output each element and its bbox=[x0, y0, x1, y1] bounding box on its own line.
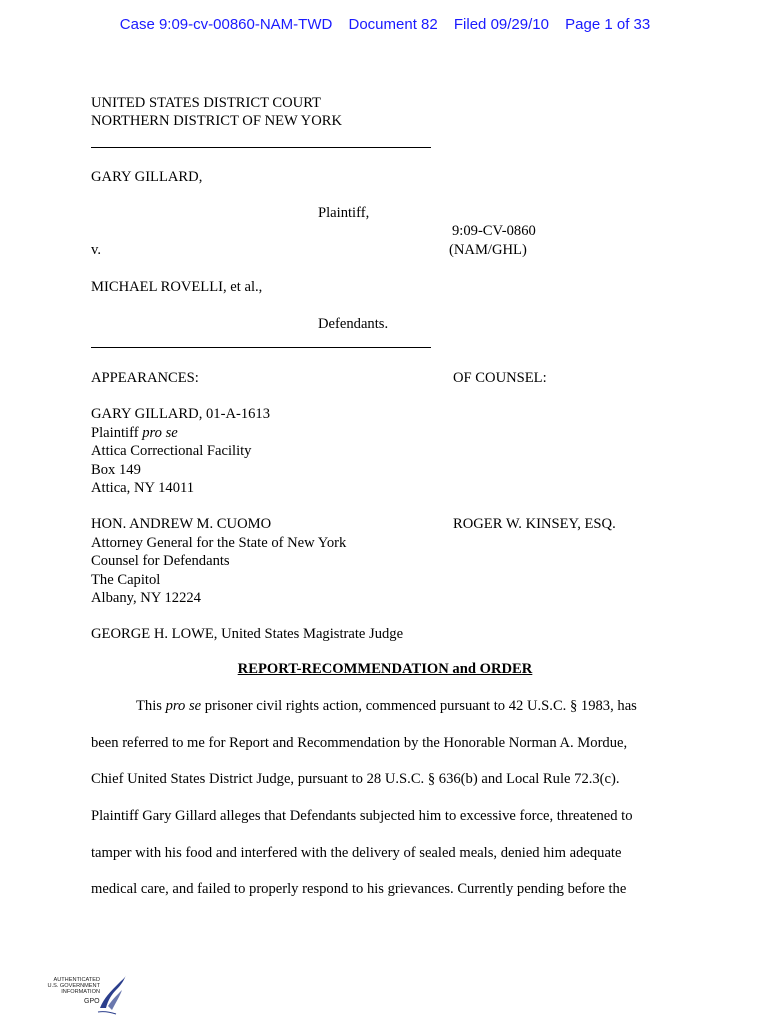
body-pro-se-italic: pro se bbox=[165, 698, 202, 714]
defendant-name: MICHAEL ROVELLI, et al., bbox=[91, 279, 263, 295]
pro-se-italic: pro se bbox=[142, 424, 178, 441]
seal-gpo: GPO bbox=[84, 998, 100, 1005]
court-name-line1: UNITED STATES DISTRICT COURT bbox=[91, 95, 321, 111]
versus: v. bbox=[91, 242, 101, 258]
plaintiff-role bbox=[91, 424, 270, 443]
body-line-6: medical care, and failed to properly respond to his grievances. Currently pending before the bbox=[91, 881, 627, 897]
filing-header bbox=[0, 16, 770, 33]
plaintiff-name: GARY GILLARD, bbox=[91, 169, 203, 185]
seal-text-line1: AUTHENTICATED bbox=[53, 977, 100, 983]
court-name-line2: NORTHERN DISTRICT OF NEW YORK bbox=[91, 113, 343, 129]
plaintiff-role-prefix: Plaintiff bbox=[91, 424, 143, 441]
seal-text-line3: INFORMATION bbox=[61, 989, 100, 995]
caption-rule-bottom bbox=[91, 347, 431, 348]
defense-appearance-name: HON. ANDREW M. CUOMO bbox=[91, 516, 272, 532]
plaintiff-appearance-name: GARY GILLARD, 01-A-1613 bbox=[91, 406, 271, 422]
page-indicator: Page 1 of 33 bbox=[565, 16, 651, 33]
defense-address-line1: The Capitol bbox=[91, 571, 161, 588]
of-counsel-name: ROGER W. KINSEY, ESQ. bbox=[453, 516, 616, 532]
case-number: 9:09-CV-0860 bbox=[452, 223, 536, 239]
case-number-header: Case 9:09-cv-00860-NAM-TWD bbox=[119, 16, 333, 33]
case-initials: (NAM/GHL) bbox=[449, 242, 527, 258]
defendant-label: Defendants. bbox=[318, 316, 389, 332]
of-counsel-heading: OF COUNSEL: bbox=[453, 370, 547, 386]
plaintiff-address-line1: Attica Correctional Facility bbox=[91, 443, 252, 459]
plaintiff-address-line2: Box 149 bbox=[91, 461, 141, 478]
plaintiff-address-line3: Attica, NY 14011 bbox=[91, 480, 195, 496]
body-line-2: been referred to me for Report and Recommendation by the Honorable Norman A. Mordue, bbox=[91, 735, 628, 751]
defense-address-line2: Albany, NY 12224 bbox=[91, 590, 201, 606]
filed-date: Filed 09/29/10 bbox=[453, 16, 549, 33]
caption-rule-top bbox=[91, 147, 431, 148]
plaintiff-appearance bbox=[91, 405, 270, 498]
eagle-icon bbox=[94, 972, 128, 1016]
document-number: Document 82 bbox=[348, 16, 438, 33]
body-line-3: Chief United States District Judge, pursuant to 28 U.S.C. § 636(b) and Local Rule 72.3(c). bbox=[91, 771, 620, 787]
judge-line: GEORGE H. LOWE, United States Magistrate Judge bbox=[91, 626, 404, 642]
defense-appearance bbox=[91, 515, 346, 608]
body-line-1-pre: This bbox=[136, 698, 166, 714]
defense-title: Attorney General for the State of New York bbox=[91, 534, 347, 551]
plaintiff-label: Plaintiff, bbox=[318, 205, 370, 221]
body-line-5: tamper with his food and interfered with the delivery of sealed meals, denied him adequate bbox=[91, 845, 622, 861]
seal-text-line2: U.S. GOVERNMENT bbox=[47, 983, 100, 989]
appearances-heading: APPEARANCES: bbox=[91, 370, 199, 386]
body-line-1 bbox=[136, 698, 637, 715]
body-line-1-post: prisoner civil rights action, commenced pursuant to 42 U.S.C. § 1983, has bbox=[201, 698, 637, 714]
body-line-4: Plaintiff Gary Gillard alleges that Defendants subjected him to excessive force, threatened to bbox=[91, 808, 633, 824]
gpo-authentication-seal bbox=[44, 972, 130, 1018]
defense-role: Counsel for Defendants bbox=[91, 553, 230, 569]
document-title: REPORT-RECOMMENDATION and ORDER bbox=[237, 661, 533, 677]
